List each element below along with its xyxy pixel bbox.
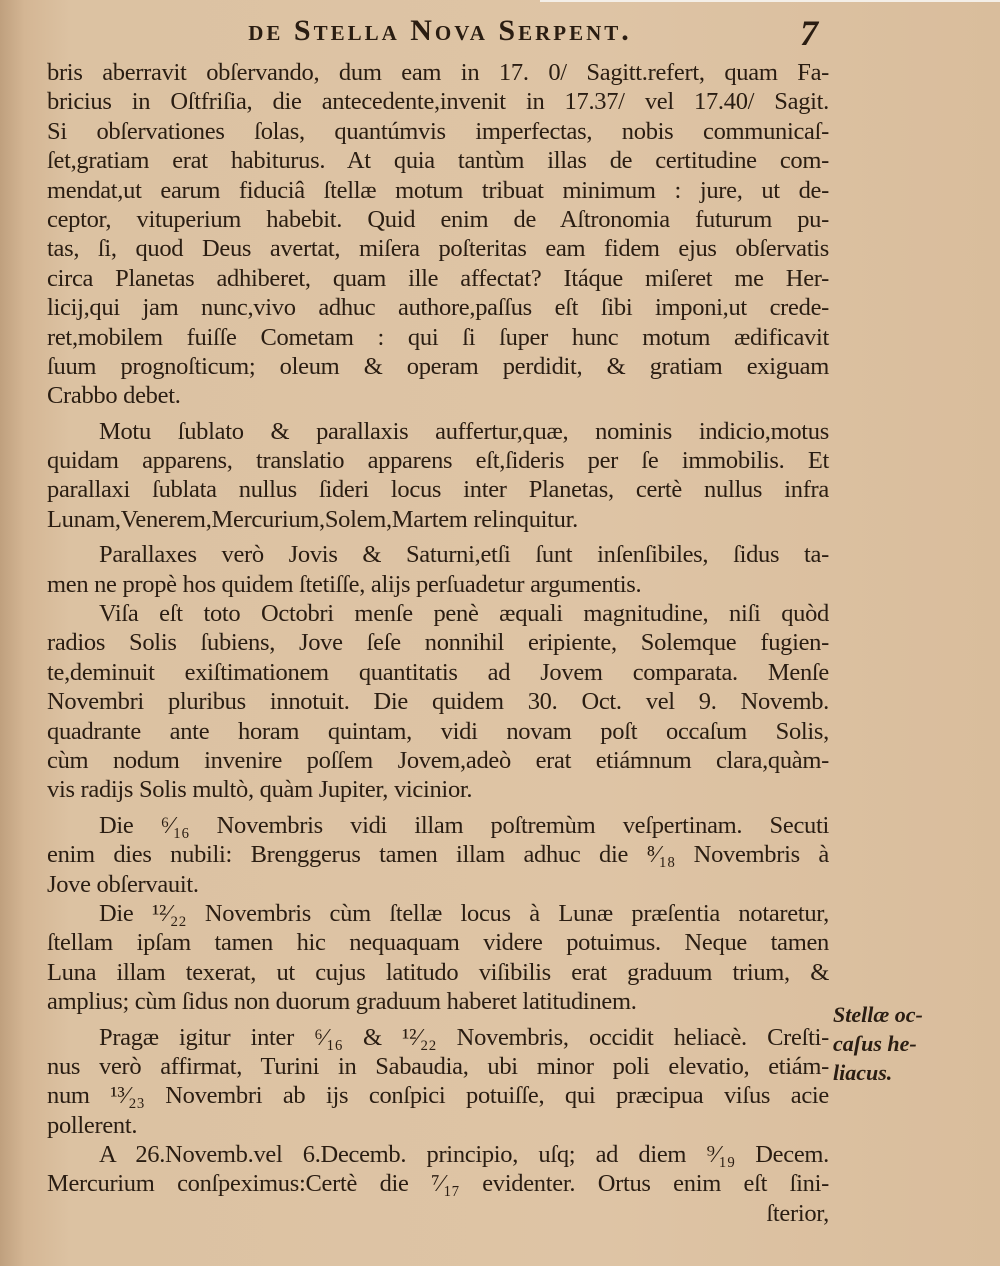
text-line: quadrante ante horam quintam, vidi novam poſt occaſum Solis,	[47, 717, 829, 745]
text-line: men ne propè hos quidem ſtetiſſe, alijs perſuadetur argumentis.	[47, 570, 642, 598]
text-line: radios Solis ſubiens, Jove ſeſe nonnihil eripiente, Solemque fugien-	[47, 629, 829, 657]
text-line: ſtellam ipſam tamen hic nequaquam videre potuimus. Neque tamen	[47, 929, 829, 957]
text-line: Die ¹²⁄₂₂ Novembris cùm ſtellæ locus à Lunæ præſentia notaretur,	[99, 899, 829, 927]
text-line: Mercurium conſpeximus:Certè die ⁷⁄₁₇ evidenter. Ortus enim eſt ſini-	[47, 1170, 829, 1198]
marginal-note-line: Stellæ oc-	[833, 1002, 923, 1027]
text-line: Luna illam texerat, ut cujus latitudo viſibilis erat graduum trium, &	[47, 958, 829, 986]
text-line: enim dies nubili: Brenggerus tamen illam adhuc die ⁸⁄₁₈ Novembris à	[47, 841, 829, 869]
text-line: Motu ſublato & parallaxis auffertur,quæ, nominis indicio,motus	[99, 417, 829, 445]
text-line: amplius; cùm ſidus non duorum graduum haberet latitudinem.	[47, 988, 637, 1016]
text-line: mendat,ut earum fiduciâ ſtellæ motum tribuat minimum : jure, ut de-	[47, 176, 829, 204]
text-line: quidam apparens, translatio apparens eſt,ſideris per ſe immobilis. Et	[47, 447, 829, 475]
text-line: ceptor, vituperium habebit. Quid enim de Aſtronomia futurum pu-	[47, 205, 829, 233]
marginal-note	[833, 1000, 923, 1087]
text-body	[47, 58, 829, 1228]
text-line: Jove obſervauit.	[47, 870, 199, 898]
text-line: vis radijs Solis multò, quàm Jupiter, vicinior.	[47, 776, 473, 804]
text-line: ret,mobilem fuiſſe Cometam : qui ſi ſuper hunc motum ædificavit	[47, 323, 829, 351]
text-line: ſet,gratiam erat habiturus. At quia tantùm illas de certitudine com-	[47, 147, 829, 175]
marginal-note-line: liacus.	[833, 1060, 893, 1085]
text-line: bricius in Oſtfriſia, die antecedente,invenit in 17.37/ vel 17.40/ Sagit.	[47, 88, 829, 116]
page-number: 7	[800, 13, 818, 53]
text-line: Parallaxes verò Jovis & Saturni,etſi ſunt inſenſibiles, ſidus ta-	[99, 541, 829, 569]
text-line: nus verò affirmat, Turini in Sabaudia, ubi minor poli elevatio, etiám-	[47, 1052, 829, 1080]
text-line: Pragæ igitur inter ⁶⁄₁₆ & ¹²⁄₂₂ Novembris, occidit heliacè. Creſti-	[99, 1023, 829, 1051]
text-line: cùm nodum invenire poſſem Jovem,adeò erat etiámnum clara,quàm-	[47, 746, 829, 774]
text-line: Die ⁶⁄₁₆ Novembris vidi illam poſtremùm veſpertinam. Secuti	[99, 811, 829, 839]
running-header: de Stella Nova Serpent.	[248, 14, 632, 47]
text-line: Si obſervationes ſolas, quantúmvis imperfectas, nobis communicaſ-	[47, 117, 829, 145]
text-line: parallaxi ſublata nullus ſideri locus inter Planetas, certè nullus infra	[47, 476, 829, 504]
text-line: licij,qui jam nunc,vivo adhuc authore,paſſus eſt ſibi imponi,ut crede-	[47, 294, 829, 322]
text-line: A 26.Novemb.vel 6.Decemb. principio, uſq; ad diem ⁹⁄₁₉ Decem.	[99, 1141, 829, 1169]
marginal-note-line: caſus he-	[833, 1031, 917, 1056]
text-line: Lunam,Venerem,Mercurium,Solem,Martem relinquitur.	[47, 505, 578, 533]
text-line: Novembri pluribus innotuit. Die quidem 30. Oct. vel 9. Novemb.	[47, 688, 829, 716]
scan-edge	[540, 0, 1000, 2]
text-line: tas, ſi, quod Deus avertat, miſera poſteritas eam fidem ejus obſervatis	[47, 235, 829, 263]
text-line: Crabbo debet.	[47, 382, 181, 410]
text-line: pollerent.	[47, 1111, 138, 1139]
text-line: bris aberravit obſervando, dum eam in 17. 0/ Sagitt.refert, quam Fa-	[47, 59, 829, 86]
text-line: Viſa eſt toto Octobri menſe penè æquali magnitudine, niſi quòd	[99, 600, 829, 628]
catchword: ſterior,	[766, 1199, 829, 1227]
text-line: ſuum prognoſticum; oleum & operam perdidit, & gratiam exiguam	[47, 352, 829, 380]
text-line: circa Planetas adhiberet, quam ille affectat? Itáque miſeret me Her-	[47, 264, 829, 292]
text-line: te,deminuit exiſtimationem quantitatis ad Jovem comparata. Menſe	[47, 658, 829, 686]
text-line: num ¹³⁄₂₃ Novembri ab ijs conſpici potuiſſe, qui præcipua viſus acie	[47, 1082, 829, 1110]
